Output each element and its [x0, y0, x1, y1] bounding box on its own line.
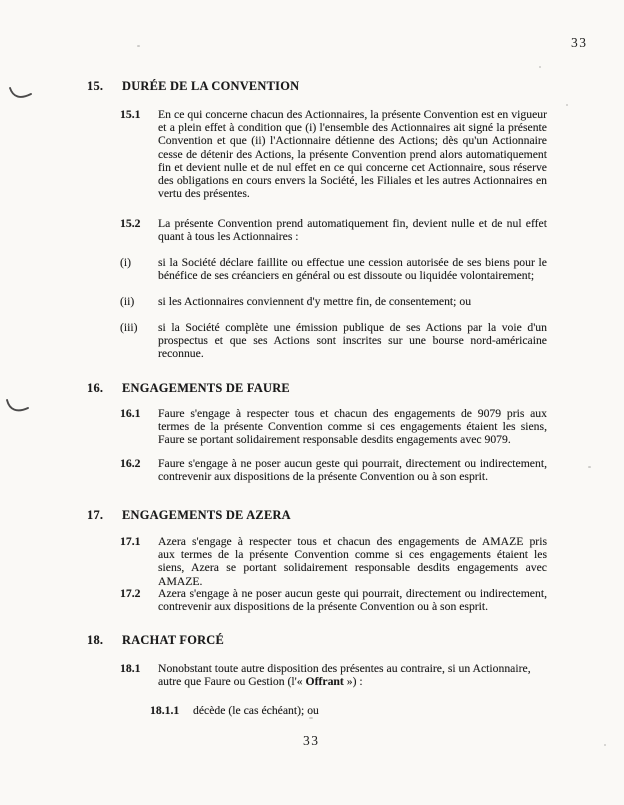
section-number: 15.	[87, 79, 104, 93]
scan-speck	[588, 466, 591, 468]
scan-speck	[566, 104, 568, 106]
paragraph-text: La présente Convention prend automatiquement fin, devient nulle et de nul effet quant à tous les Actionnaires :	[158, 217, 547, 244]
paragraph-15-1	[120, 108, 550, 200]
paragraph-text-before: Nonobstant toute autre disposition des présentes au contraire, si un Actionnaire, autre que Faure ou Gestion (l'«	[158, 662, 531, 689]
page-number-bottom: 33	[303, 733, 320, 748]
paragraph-17-1	[120, 535, 550, 588]
paragraph-18-1	[120, 662, 550, 688]
pen-scan-mark-icon	[8, 85, 34, 103]
paragraph-15-2	[120, 217, 550, 243]
list-item-text: si la Société déclare faillite ou effectue une cession autorisée de ses biens pour le bénéfice de ses créanciers en général ou est dissoute ou liquidée volontairement;	[158, 256, 547, 283]
paragraph-16-2	[120, 457, 550, 483]
paragraph-text	[158, 662, 547, 688]
paragraph-text: Faure s'engage à respecter tous et chacun des engagements de 9079 pris aux termes de la présente Convention comme si ces engagements étaient les siens, Faure se portant solidairement responsable desdits engagements avec 9079.	[158, 407, 547, 447]
paragraph-text-after: ») :	[343, 675, 363, 689]
section-number: 17.	[87, 508, 104, 522]
paragraph-16-1	[120, 407, 550, 447]
pen-scan-mark-icon	[5, 398, 31, 416]
paragraph-text: En ce qui concerne chacun des Actionnaires, la présente Convention est en vigueur et a plein effet à condition que (i) l'ensemble des Actionnaires ait signé la présente Convention et que (ii) l'Actionnaire détienne des Actions; dès qu'un Actionnaire cesse de détenir des Actions, la présente Convention prend alors automatiquement fin et devient nulle et de nul effet en ce qui concerne cet Actionnaire, sous réserve des obligations en cours envers la Société, les Filiales et les autres Actionnaires en vertu des présentes.	[158, 108, 547, 201]
list-item-number: (iii)	[120, 321, 138, 334]
list-item-iii	[120, 321, 550, 361]
paragraph-number: 16.1	[120, 407, 141, 420]
list-item-ii	[120, 295, 550, 308]
paragraph-text: Azera s'engage à respecter tous et chacun des engagements de AMAZE pris aux termes de la présente Convention comme si ces engagements étaient les siens, Azera se portant solidairement responsable desdits engagements avec AMAZE.	[158, 535, 547, 588]
scan-speck	[539, 66, 541, 68]
paragraph-number: 16.2	[120, 457, 141, 470]
subparagraph-number: 18.1.1	[150, 704, 180, 717]
paragraph-number: 17.2	[120, 587, 141, 600]
section-heading-18	[87, 633, 224, 648]
paragraph-number: 17.1	[120, 535, 141, 548]
section-heading-15	[87, 79, 299, 94]
list-item-number: (i)	[120, 256, 132, 269]
paragraph-text: Faure s'engage à ne poser aucun geste qui pourrait, directement ou indirectement, contrevenir aux dispositions de la présente Convention ou à son esprit.	[158, 457, 547, 484]
section-heading-17	[87, 508, 291, 523]
list-item-i	[120, 256, 550, 282]
scan-speck	[309, 717, 313, 719]
section-title: RACHAT FORCÉ	[122, 633, 225, 647]
section-heading-16	[87, 381, 290, 396]
paragraph-number: 15.2	[120, 217, 141, 230]
paragraph-17-2	[120, 587, 550, 613]
subparagraph-18-1-1	[150, 704, 548, 717]
scan-speck	[137, 45, 140, 47]
defined-term: Offrant	[305, 675, 344, 689]
section-title: DURÉE DE LA CONVENTION	[122, 79, 300, 93]
section-number: 16.	[87, 381, 104, 395]
scan-speck	[604, 744, 606, 746]
paragraph-number: 15.1	[120, 108, 141, 121]
subparagraph-text: décède (le cas échéant); ou	[193, 704, 319, 717]
list-item-text: si les Actionnaires conviennent d'y mettre fin, de consentement; ou	[158, 295, 472, 308]
page-number-top: 33	[571, 35, 588, 50]
list-item-number: (ii)	[120, 295, 135, 308]
section-number: 18.	[87, 633, 104, 647]
list-item-text: si la Société complète une émission publique de ses Actions par la voie d'un prospectus et que ses Actions sont inscrites sur une bourse nord-américaine reconnue.	[158, 321, 547, 361]
paragraph-text: Azera s'engage à ne poser aucun geste qui pourrait, directement ou indirectement, contrevenir aux dispositions de la présente Convention ou à son esprit.	[158, 587, 547, 614]
paragraph-number: 18.1	[120, 662, 141, 675]
section-title: ENGAGEMENTS DE FAURE	[122, 381, 290, 395]
section-title: ENGAGEMENTS DE AZERA	[122, 508, 291, 522]
